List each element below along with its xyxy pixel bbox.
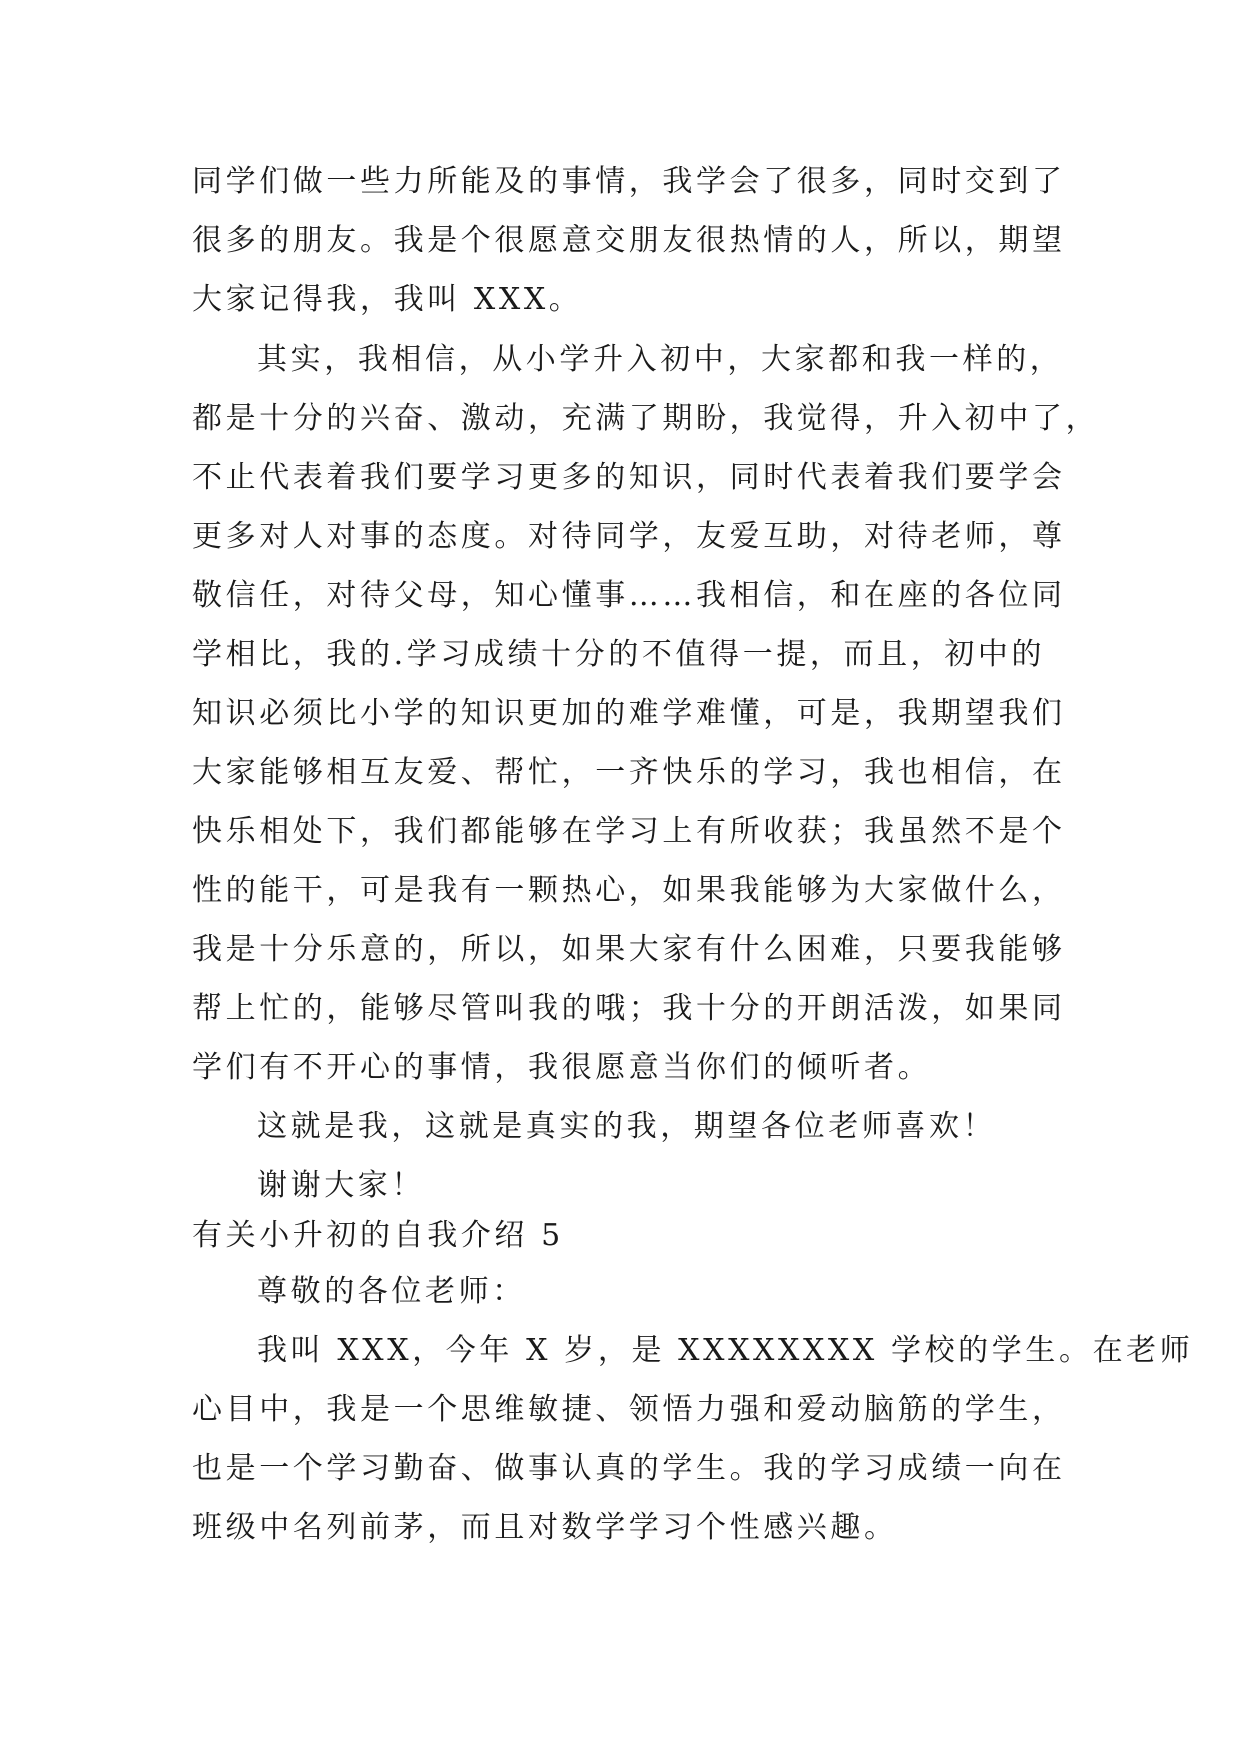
text-line: 很多的朋友。我是个很愿意交朋友很热情的人，所以，期望 bbox=[192, 223, 1066, 258]
text-line: 快乐相处下，我们都能够在学习上有所收获；我虽然不是个 bbox=[192, 814, 1066, 849]
text-line: 大家能够相互友爱、帮忙，一齐快乐的学习，我也相信，在 bbox=[192, 755, 1066, 790]
text-line: 大家记得我，我叫 XXX。 bbox=[192, 282, 583, 317]
paragraph-first-line: 其实，我相信，从小学升入初中，大家都和我一样的， bbox=[257, 342, 1064, 377]
text-line: 不止代表着我们要学习更多的知识，同时代表着我们要学会 bbox=[192, 460, 1066, 495]
text-line: 性的能干，可是我有一颗热心，如果我能够为大家做什么， bbox=[192, 873, 1066, 908]
text-line: 学们有不开心的事情，我很愿意当你们的倾听者。 bbox=[192, 1050, 932, 1085]
paragraph-first-line: 谢谢大家！ bbox=[257, 1168, 425, 1203]
paragraph-first-line: 我叫 XXX，今年 X 岁，是 XXXXXXXX 学校的学生。在老师 bbox=[257, 1333, 1194, 1368]
text-line: 同学们做一些力所能及的事情，我学会了很多，同时交到了 bbox=[192, 164, 1066, 199]
text-line: 也是一个学习勤奋、做事认真的学生。我的学习成绩一向在 bbox=[192, 1451, 1066, 1486]
text-line: 班级中名列前茅，而且对数学学习个性感兴趣。 bbox=[192, 1510, 898, 1545]
text-line: 知识必须比小学的知识更加的难学难懂，可是，我期望我们 bbox=[192, 696, 1066, 731]
section-heading: 有关小升初的自我介绍 5 bbox=[192, 1218, 564, 1253]
text-line: 更多对人对事的态度。对待同学，友爱互助，对待老师，尊 bbox=[192, 519, 1066, 554]
text-line: 我是十分乐意的，所以，如果大家有什么困难，只要我能够 bbox=[192, 932, 1066, 967]
text-line: 帮上忙的，能够尽管叫我的哦；我十分的开朗活泼，如果同 bbox=[192, 991, 1066, 1026]
paragraph-first-line: 这就是我，这就是真实的我，期望各位老师喜欢！ bbox=[257, 1109, 997, 1144]
text-line: 敬信任，对待父母，知心懂事……我相信，和在座的各位同 bbox=[192, 578, 1066, 613]
text-line: 学相比，我的.学习成绩十分的不值得一提，而且，初中的 bbox=[192, 637, 1046, 672]
text-line: 都是十分的兴奋、激动，充满了期盼，我觉得，升入初中了， bbox=[192, 401, 1100, 436]
text-line: 心目中，我是一个思维敏捷、领悟力强和爱动脑筋的学生， bbox=[192, 1392, 1066, 1427]
salutation: 尊敬的各位老师： bbox=[257, 1274, 526, 1309]
